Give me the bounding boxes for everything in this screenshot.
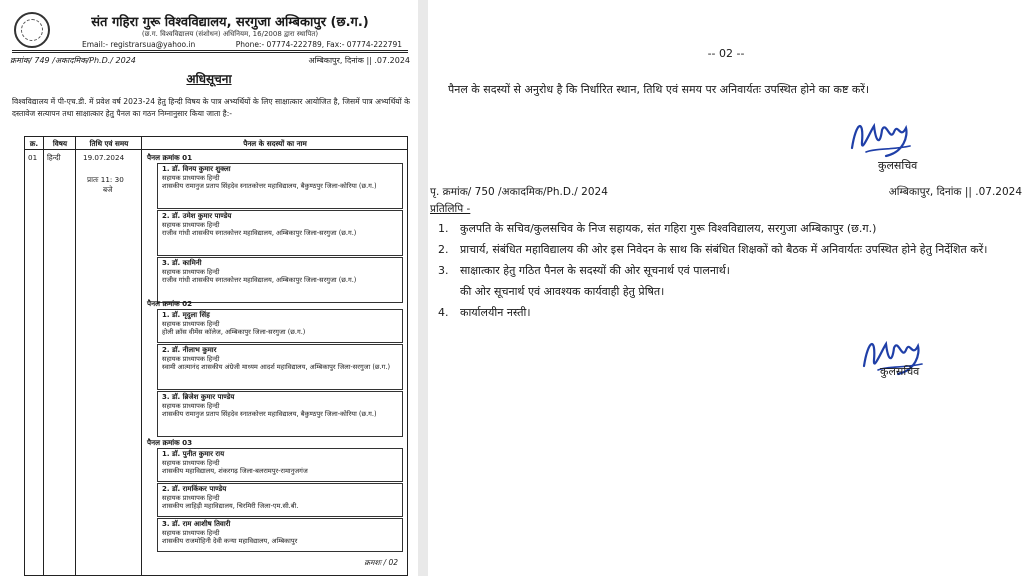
page-gutter xyxy=(418,0,428,576)
table-header-date-time: तिथि एवं समय xyxy=(89,139,129,148)
university-name: संत गहिरा गुरू विश्वविद्यालय, सरगुजा अम्बिकापुर (छ.ग.) xyxy=(91,15,369,30)
university-subtitle: (छ.ग. विश्वविद्यालय (संशोधन) अधिनियम, 16/2008 द्वारा स्थापित) xyxy=(141,30,319,38)
signature-icon xyxy=(846,112,916,162)
notification-page-1 xyxy=(0,0,418,576)
panel-member: 3. डॉ. राम आशीष तिवारी सहायक प्राध्यापक हिन्दी शासकीय राजमोहिनी देवी कन्या महाविद्यालय, अम्बिकापुर xyxy=(157,518,403,552)
university-seal-icon xyxy=(14,12,50,48)
email-text: Email:- registrarsua@yahoo.in xyxy=(82,40,196,49)
date-cell: 19.07.2024 xyxy=(83,153,125,162)
table-header-members: पैनल के सदस्यों का नाम xyxy=(243,139,307,148)
notification-title: अधिसूचना xyxy=(186,72,232,86)
phone-text: Phone:- 07774-222789, Fax:- 07774-222791 xyxy=(235,40,402,49)
panel-member: 2. डॉ. रामकिंकर पाण्डेय सहायक प्राध्यापक हिन्दी शासकीय लाहिड़ी महाविद्यालय, चिरमिरी जिला-एम.सी.बी. xyxy=(157,483,403,517)
list-item: 1. कुलपति के सचिव/कुलसचिव के निज सहायक, संत गहिरा गुरू विश्वविद्यालय, सरगुजा अम्बिकापुर (छ.ग.) xyxy=(438,222,877,235)
table-header-subject: विषय xyxy=(52,139,68,148)
reference-row xyxy=(10,55,410,66)
place-date: अम्बिकापुर, दिनांक || .07.2024 xyxy=(308,56,410,65)
panel-member: 1. डॉ. मृदुला सिंह सहायक प्राध्यापक हिन्दी होली क्रॉस वीमेंस कॉलेज, अम्बिकापुर जिला-सरगुजा (छ.ग.) xyxy=(157,309,403,343)
panel-member: 1. डॉ. विनय कुमार शुक्ला सहायक प्राध्यापक हिन्दी शासकीय रामानुज प्रताप सिंहदेव स्नातकोत्तर महाविद्यालय, बैकुण्ठपुर जिला-कोरिया (छ.ग.) xyxy=(157,163,403,209)
signatory-title: कुलसचिव xyxy=(878,159,918,172)
notification-page-2 xyxy=(428,0,1024,576)
panel-member: 3. डॉ. कामिनी सहायक प्राध्यापक हिन्दी राजीव गांधी शासकीय स्नातकोत्तर महाविद्यालय, अम्बिकापुर जिला-सरगुजा (छ.ग.) xyxy=(157,257,403,303)
contact-row xyxy=(82,40,402,49)
list-item: 4. कार्यालयीन नस्ती। xyxy=(438,306,531,319)
time-suffix: बजे xyxy=(103,185,113,194)
letterhead-divider-2 xyxy=(12,52,408,53)
panel-member: 2. डॉ. नीलाभ कुमार सहायक प्राध्यापक हिन्दी स्वामी आत्मानंद शासकीय अंग्रेजी माध्यम आदर्श महाविद्यालय, अम्बिकापुर जिला-सरगुजा (छ.ग.) xyxy=(157,344,403,390)
serial-cell: 01 xyxy=(28,153,38,162)
panel-member: 2. डॉ. उमेश कुमार पाण्डेय सहायक प्राध्यापक हिन्दी राजीव गांधी शासकीय स्नातकोत्तर महाविद्यालय, अम्बिकापुर जिला-सरगुजा (छ.ग.) xyxy=(157,210,403,256)
intro-paragraph: विश्वविद्यालय में पी-एच.डी. में प्रवेश वर्ष 2023-24 हेतु हिन्दी विषय के पात्र अभ्यर्थियों के लिए साक्षात्कार आयोजित है, जिसमें पात्र अभ्यर्थियों के दस्तावेज सत्यापन तथा साक्षात्कार हेतु पैनल का गठन निम्नानुसार किया जाता है:- xyxy=(12,97,410,118)
panel-table xyxy=(24,136,408,576)
panel-member: 3. डॉ. ब्रिजेश कुमार पाण्डेय सहायक प्राध्यापक हिन्दी शासकीय रामानुज प्रताप सिंहदेव स्नातकोत्तर महाविद्यालय, बैकुण्ठपुर जिला-कोरिया (छ.ग.) xyxy=(157,391,403,437)
page-number: -- 02 -- xyxy=(707,47,745,60)
time-cell: प्रातः 11: 30 xyxy=(87,175,124,184)
reference-number: क्रमांक/ 749 /अकादमिक/Ph.D./ 2024 xyxy=(10,56,136,65)
request-paragraph: पैनल के सदस्यों से अनुरोध है कि निर्धारित स्थान, तिथि एवं समय पर अनिवार्यतः उपस्थित होने का कष्ट करें। xyxy=(448,83,869,96)
reference-row xyxy=(430,185,1022,199)
signatory-title: कुलसचिव xyxy=(880,365,920,378)
list-item: 2. प्राचार्य, संबंधित महाविद्यालय की ओर इस निवेदन के साथ कि संबंधित शिक्षकों को बैठक में अनिवार्यतः उपस्थित होने हेतु निर्देशित करें। xyxy=(438,243,988,256)
panel-heading: पैनल क्रमांक 02 xyxy=(147,299,193,308)
panel-heading: पैनल क्रमांक 03 xyxy=(147,438,193,447)
reference-number: पृ. क्रमांक/ 750 /अकादमिक/Ph.D./ 2024 xyxy=(430,186,608,198)
letterhead-divider xyxy=(12,50,408,51)
subject-cell: हिन्दी xyxy=(47,153,61,162)
panel-member: 1. डॉ. पुनीत कुमार राय सहायक प्राध्यापक हिन्दी शासकीय महाविद्यालय, शंकरगढ़ जिला-बलरामपुर-रामानुजगंज xyxy=(157,448,403,482)
continued-marker: क्रमशः / 02 xyxy=(364,558,398,567)
copy-heading: प्रतिलिपि - xyxy=(430,203,471,215)
table-header-serial: क्र. xyxy=(29,139,39,148)
list-item-continuation: की ओर सूचनार्थ एवं आवश्यक कार्यवाही हेतु प्रेषित। xyxy=(460,285,665,298)
copy-list xyxy=(438,218,1016,323)
list-item: 3. साक्षात्कार हेतु गठित पैनल के सदस्यों की ओर सूचनार्थ एवं पालनार्थ। xyxy=(438,264,730,277)
panel-heading: पैनल क्रमांक 01 xyxy=(147,153,193,162)
place-date: अम्बिकापुर, दिनांक || .07.2024 xyxy=(888,186,1022,198)
